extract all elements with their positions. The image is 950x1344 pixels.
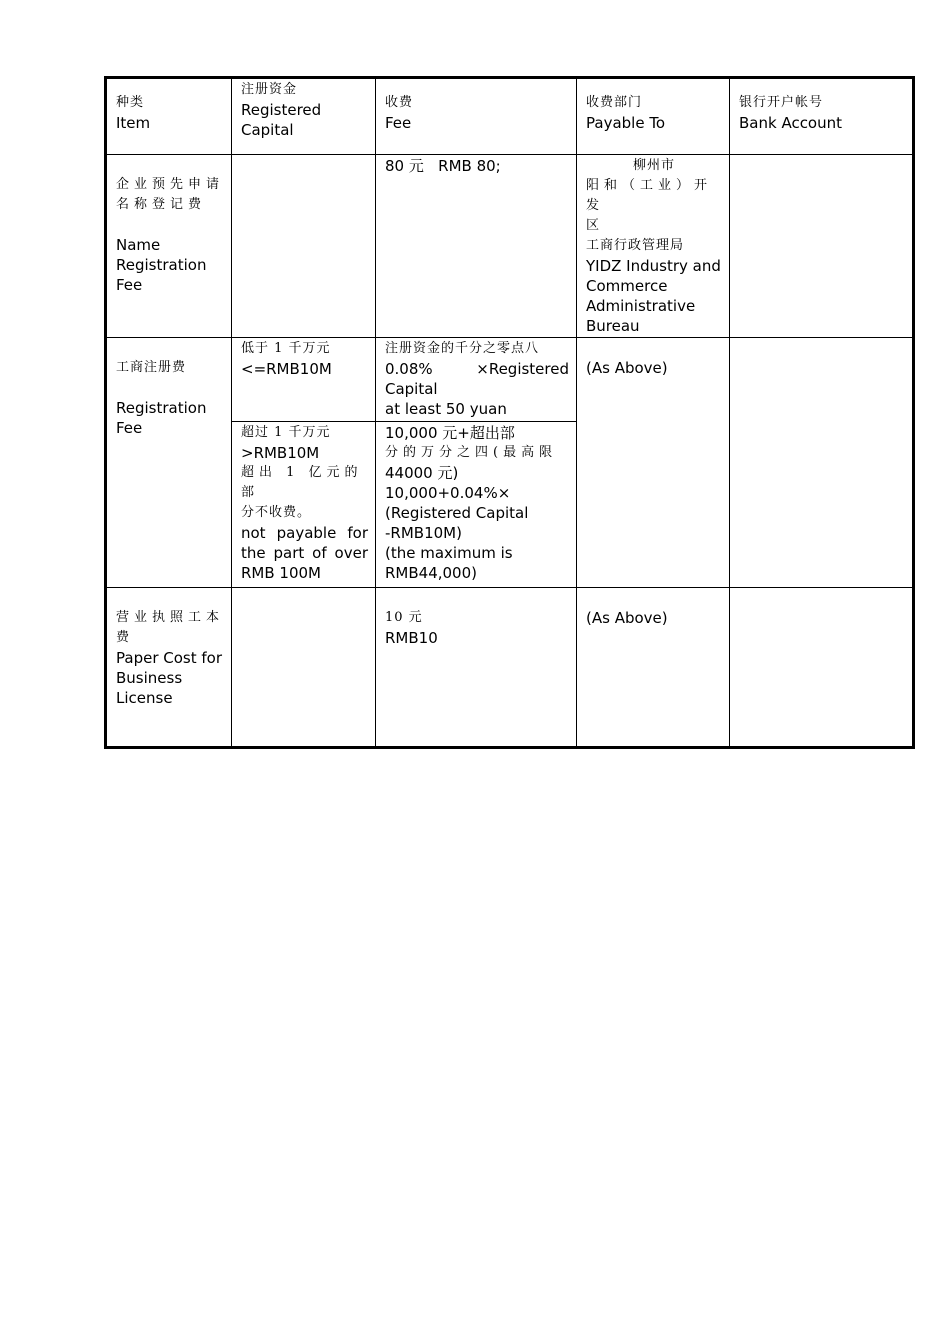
header-item: [106, 78, 232, 155]
header-capital-en2: Capital: [241, 121, 294, 139]
header-payable: [577, 78, 730, 155]
header-fee-zh: 收费: [385, 95, 414, 110]
row-business-license: [106, 588, 914, 748]
header-bank-zh: 银行开户帐号: [739, 95, 824, 110]
row3-capital: [232, 588, 376, 748]
header-fee-en: Fee: [385, 114, 412, 132]
row1-bank: [730, 155, 914, 338]
header-capital-en1: Registered: [241, 101, 322, 119]
fee-table: [104, 76, 915, 749]
row2b-fee: 10,000 元+超出部 分的万分之四(最高限 44000 元) 10,000+0.04%× (Registered Capital -RMB10M) (the maximum is RMB44,000): [376, 422, 577, 588]
header-capital-zh: 注册资金: [241, 82, 298, 97]
row1-fee: [376, 155, 577, 338]
header-payable-en: Payable To: [586, 114, 666, 132]
header-bank-en: Bank Account: [739, 114, 843, 132]
header-capital: [232, 78, 376, 155]
row3-bank: [730, 588, 914, 748]
header-item-en: Item: [116, 114, 151, 132]
header-bank: [730, 78, 914, 155]
header-fee: [376, 78, 577, 155]
header-row: [106, 78, 914, 155]
row2-item: 工商注册费 Registration Fee: [106, 338, 232, 588]
row3-item: 营业执照工本 费 Paper Cost for Business License: [106, 588, 232, 748]
row2b-capital: 超过 1 千万元 >RMB10M 超出 1 亿元的部 分不收费。 not payable for the part of over RMB 100M: [232, 422, 376, 588]
row1-item: 企业预先申请 名称登记费 Name Registration Fee: [106, 155, 232, 338]
row2-payable: (As Above): [577, 338, 730, 588]
header-item-zh: 种类: [116, 95, 145, 110]
header-payable-zh: 收费部门: [586, 95, 643, 110]
row1-capital: [232, 155, 376, 338]
row2-bank: [730, 338, 914, 588]
row-registration-low: [106, 338, 914, 422]
row-name-registration: [106, 155, 914, 338]
row1-payable: 柳州市 阳和（工业）开发 区 工商行政管理局 YIDZ Industry and Commerce Administrative Bureau: [577, 155, 730, 338]
row2a-capital: 低于 1 千万元 <=RMB10M: [232, 338, 376, 422]
row3-payable: (As Above): [577, 588, 730, 748]
row2a-fee: 注册资金的千分之零点八 0.08% ×Registered Capital at least 50 yuan: [376, 338, 577, 422]
row1-fee-text: 80 元 RMB 80;: [385, 157, 501, 175]
row3-fee: 10 元 RMB10: [376, 588, 577, 748]
